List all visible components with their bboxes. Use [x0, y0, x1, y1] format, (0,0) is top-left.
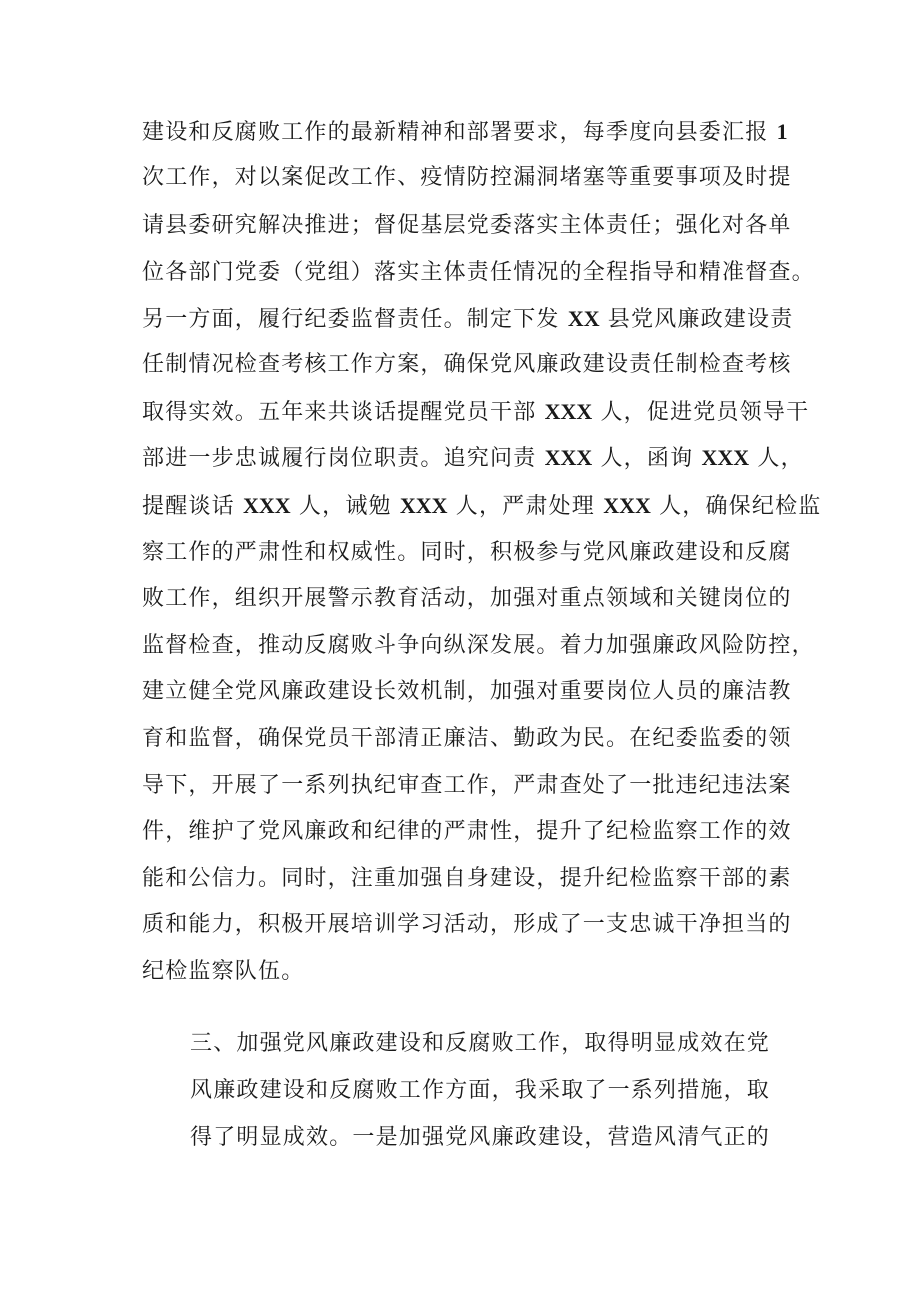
- text-line: [142, 206, 802, 246]
- text-line: [142, 533, 802, 573]
- text-line: [142, 299, 802, 339]
- text-run: 取得实效。五年来共谈话提醒党员干部: [142, 400, 537, 425]
- text-line: [142, 486, 822, 526]
- text-line: [142, 158, 802, 198]
- bold-number: XXX: [544, 445, 593, 470]
- text-line: [142, 905, 802, 945]
- bold-county: XX: [567, 306, 600, 331]
- text-run: 人，促进党员领导干: [600, 400, 810, 425]
- text-line: [190, 1118, 770, 1158]
- text-run: 人，函询: [600, 446, 694, 471]
- bold-number: XXX: [243, 493, 291, 518]
- text-line: [142, 626, 815, 666]
- text-run: 人，确保纪检监: [659, 494, 822, 519]
- section-heading-line: [190, 1024, 770, 1064]
- text-line: [142, 253, 815, 293]
- text-run: 请县委研究解决推进；督促基层党委落实主体责任；强化对各单: [142, 213, 792, 238]
- text-line: [142, 112, 802, 152]
- text-line: [142, 392, 810, 432]
- bold-number: XXX: [399, 493, 448, 518]
- text-run: 次工作，对以案促改工作、疫情防控漏洞堵塞等重要事项及时提: [142, 165, 792, 190]
- bold-number: 1: [776, 119, 788, 144]
- text-run: 位各部门党委（党组）落实主体责任情况的全程指导和精准督查。: [142, 260, 815, 285]
- text-run: 县党风廉政建设责: [607, 307, 794, 332]
- text-run: 建立健全党风廉政建设长效机制，加强对重要岗位人员的廉洁教: [142, 679, 792, 704]
- text-line: [142, 766, 802, 806]
- text-run: 导下，开展了一系列执纪审查工作，严肃查处了一批违纪违法案: [142, 773, 792, 798]
- text-run: 件，维护了党风廉政和纪律的严肃性，提升了纪检监察工作的效: [142, 819, 792, 844]
- text-run: 能和公信力。同时，注重加强自身建设，提升纪检监察干部的素: [142, 866, 792, 891]
- text-run: 任制情况检查考核工作方案，确保党风廉政建设责任制检查考核: [142, 352, 792, 377]
- bold-number: XXX: [603, 493, 651, 518]
- text-line: [190, 1071, 770, 1111]
- text-run: 败工作，组织开展警示教育活动，加强对重点领域和关键岗位的: [142, 586, 792, 611]
- text-run: 部进一步忠诚履行岗位职责。追究问责: [142, 446, 537, 471]
- text-run: 人，严肃处理: [455, 494, 595, 519]
- bold-number: XXX: [701, 445, 750, 470]
- text-run: 三、加强党风廉政建设和反腐败工作，取得明显成效在党: [190, 1031, 771, 1056]
- text-line: [142, 345, 802, 385]
- text-run: 监督检查，推动反腐败斗争向纵深发展。着力加强廉政风险防控，: [142, 633, 815, 658]
- text-run: 纪检监察队伍。: [142, 959, 305, 984]
- text-run: 风廉政建设和反腐败工作方面，我采取了一系列措施，取: [190, 1078, 771, 1103]
- text-line: [142, 579, 802, 619]
- text-line: [142, 438, 802, 478]
- text-line: [142, 719, 802, 759]
- text-run: 人，: [757, 446, 804, 471]
- text-run: 育和监督，确保党员干部清正廉洁、勤政为民。在纪委监委的领: [142, 726, 792, 751]
- text-run: 质和能力，积极开展培训学习活动，形成了一支忠诚干净担当的: [142, 912, 792, 937]
- text-line: [142, 859, 802, 899]
- text-line: [142, 672, 802, 712]
- text-run: 察工作的严肃性和权威性。同时，积极参与党风廉政建设和反腐: [142, 540, 792, 565]
- text-run: 另一方面，履行纪委监督责任。制定下发: [142, 307, 560, 332]
- text-run: 建设和反腐败工作的最新精神和部署要求，每季度向县委汇报: [142, 120, 769, 145]
- text-run: 得了明显成效。一是加强党风廉政建设，营造风清气正的: [190, 1125, 771, 1150]
- text-line: [142, 812, 802, 852]
- text-run: 提醒谈话: [142, 494, 235, 519]
- text-line: [142, 952, 802, 992]
- bold-number: XXX: [544, 399, 593, 424]
- text-run: 人，诫勉: [298, 494, 392, 519]
